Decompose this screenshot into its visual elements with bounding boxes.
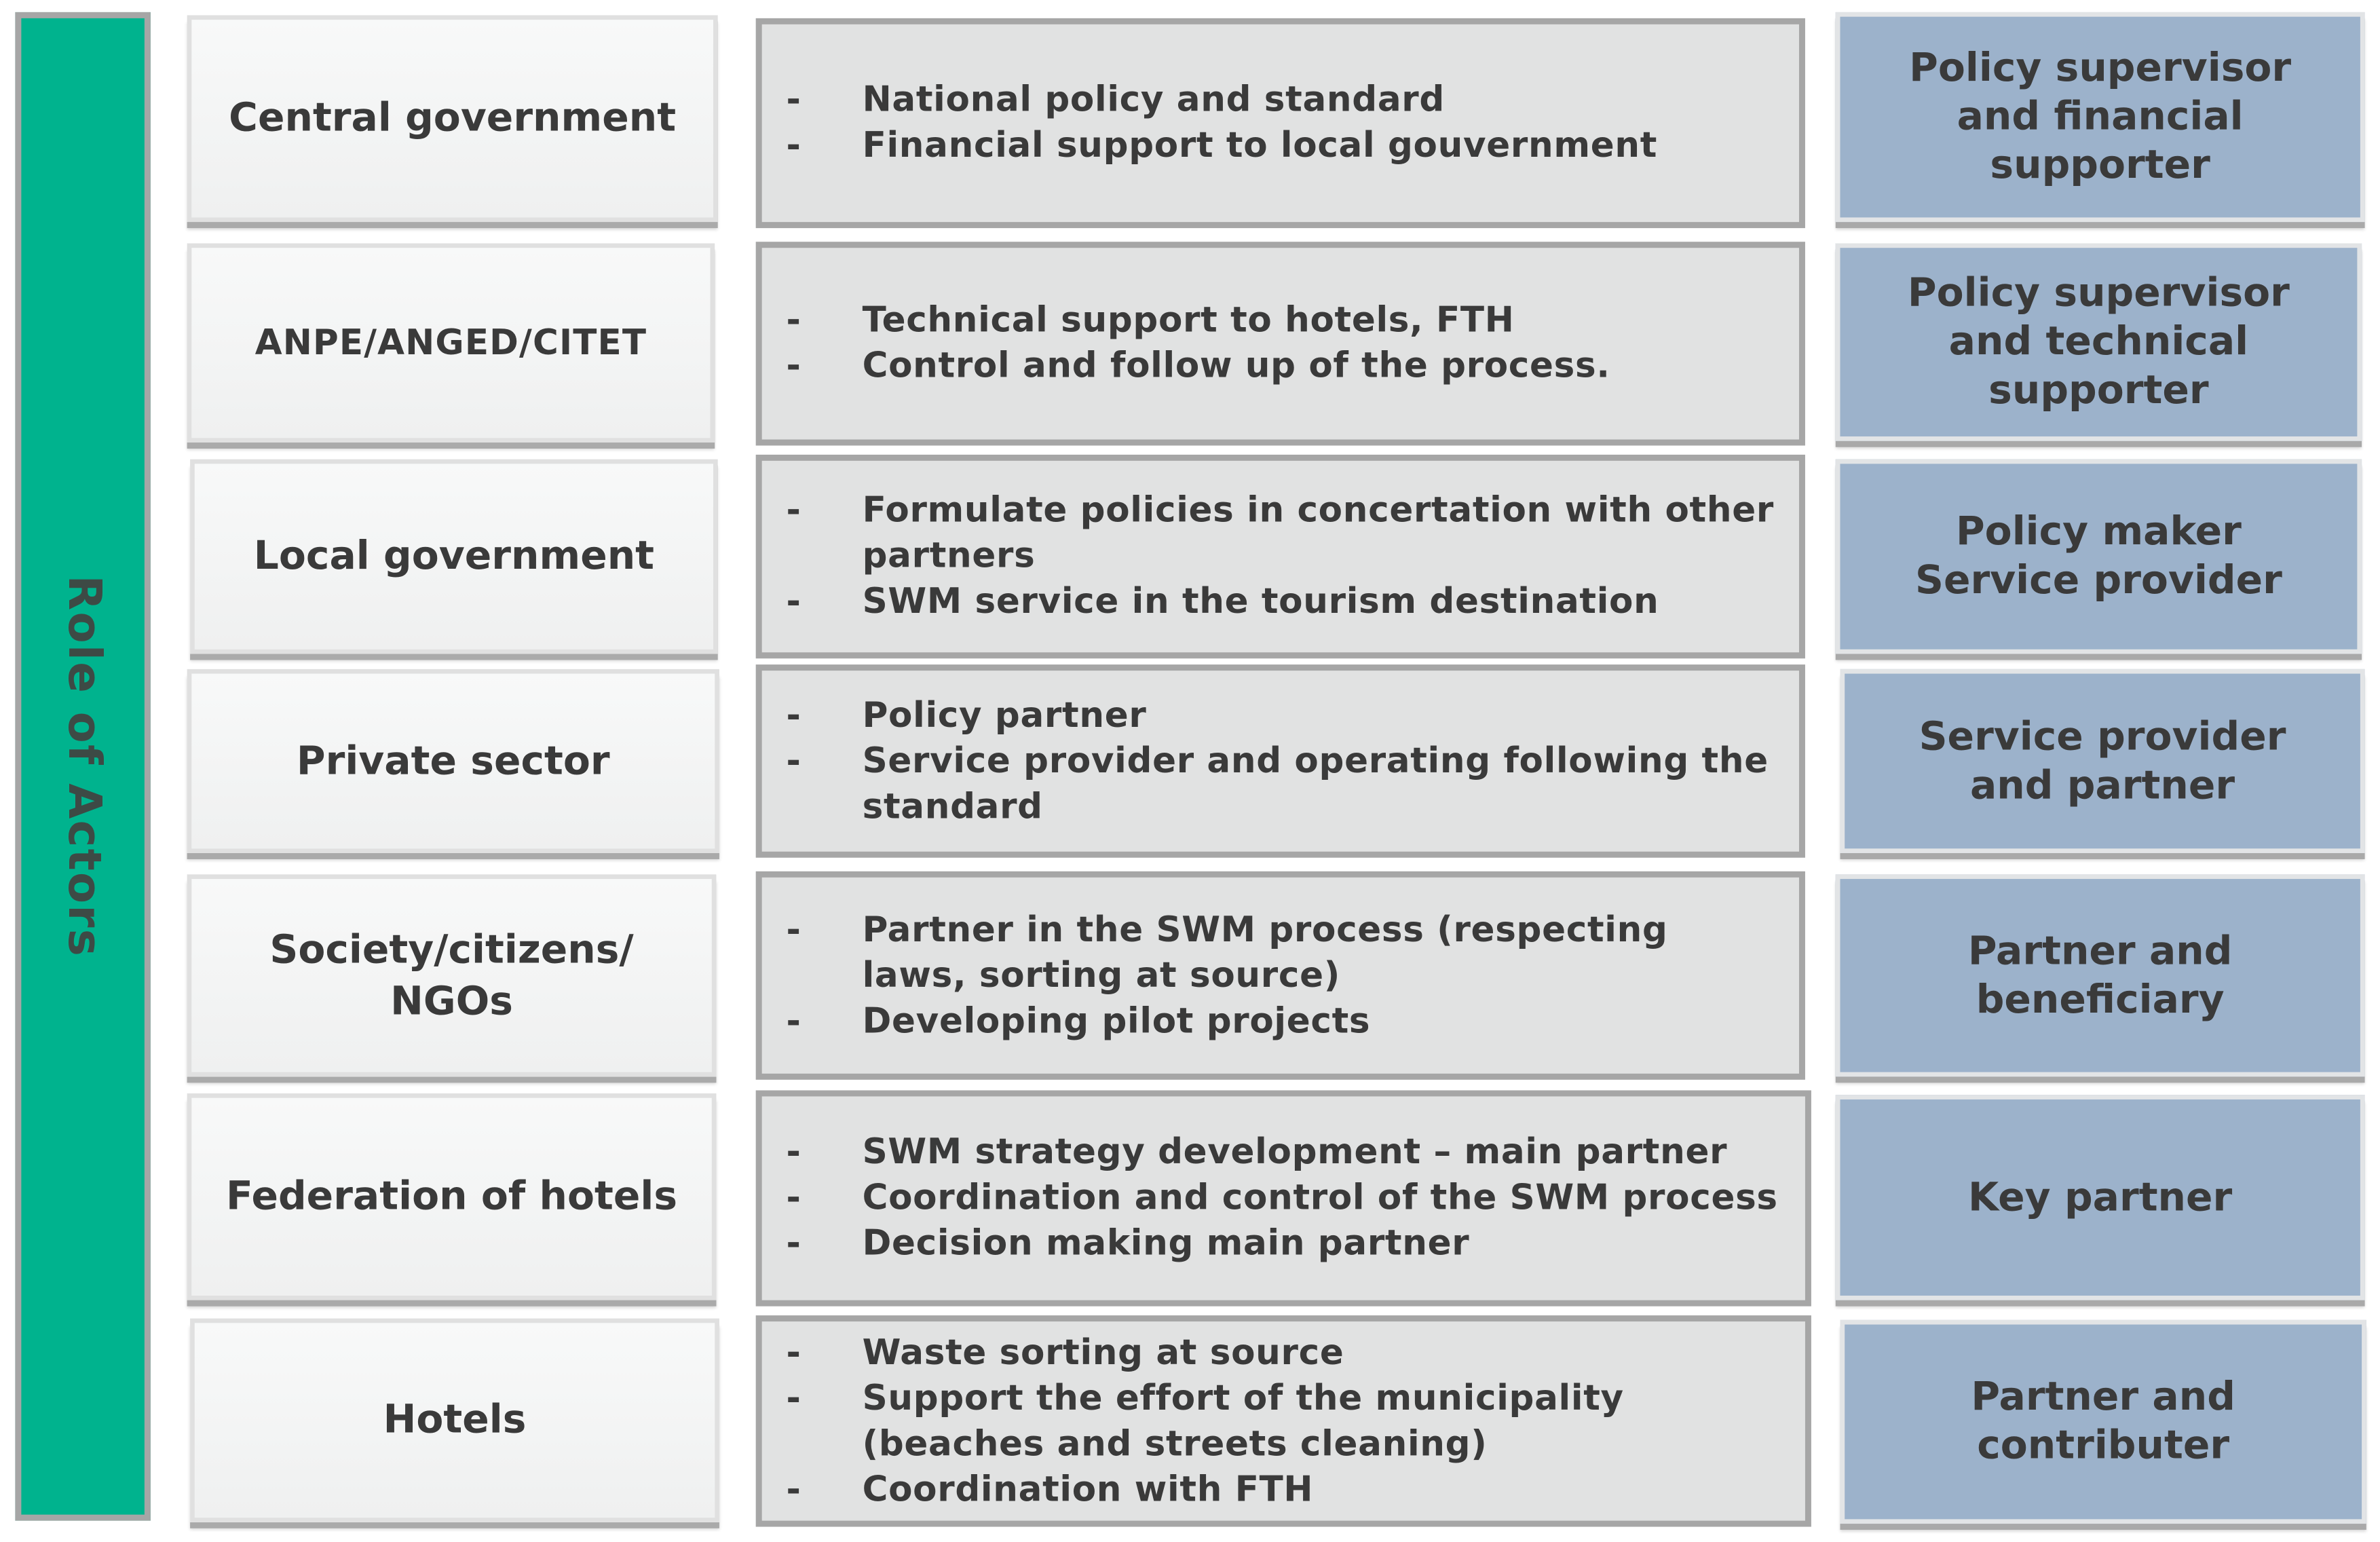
dash-bullet-icon: - [786, 80, 801, 121]
dash-bullet-icon: - [786, 1224, 801, 1264]
responsibilities-list [783, 488, 1784, 625]
responsibility-item: - Waste sorting at source [783, 1330, 1790, 1375]
responsibilities-list [783, 1130, 1790, 1267]
dash-bullet-icon: - [786, 1378, 801, 1418]
responsibility-item: - SWM service in the tourism destination [783, 580, 1784, 625]
responsibility-item: - Support the effort of the municipality (beaches and streets cleaning) [783, 1376, 1790, 1467]
responsibility-item: - National policy and standard [783, 77, 1784, 123]
dash-bullet-icon: - [786, 491, 801, 531]
role-box-central-government [1836, 12, 2365, 222]
responsibilities-box-hotels [756, 1315, 1811, 1526]
role-box-private-sector [1840, 669, 2364, 853]
role-label: Partner and contributer [1971, 1374, 2235, 1469]
dash-bullet-icon: - [786, 346, 801, 387]
role-box-federation-of-hotels [1836, 1095, 2365, 1300]
dash-bullet-icon: - [786, 696, 801, 736]
responsibility-item: - Partner in the SWM process (respecting laws, sorting at source) [783, 907, 1784, 998]
role-label: Policy supervisor and technical supporter [1907, 270, 2290, 414]
actor-box-local-government [190, 459, 718, 654]
responsibilities-box-society-citizens-ngos [756, 871, 1805, 1080]
responsibility-item: - Service provider and operating following the standard [783, 738, 1784, 829]
responsibilities-box-federation-of-hotels [756, 1091, 1811, 1306]
responsibilities-list [783, 77, 1784, 168]
responsibility-item: - Coordination and control of the SWM process [783, 1176, 1790, 1221]
actor-box-society-citizens-ngos [187, 874, 717, 1076]
dash-bullet-icon: - [786, 741, 801, 781]
role-label: Service provider and partner [1919, 713, 2286, 808]
dash-bullet-icon: - [786, 1332, 801, 1373]
role-box-anpe-anged-citet [1836, 243, 2362, 440]
role-label: Policy supervisor and financial supporter [1909, 45, 2292, 189]
role-label: Key partner [1968, 1174, 2233, 1221]
dash-bullet-icon: - [786, 301, 801, 341]
responsibility-item: - Financial support to local gouvernment [783, 123, 1784, 168]
side-label: Role of Actors [56, 575, 110, 958]
responsibility-item: - Decision making main partner [783, 1221, 1790, 1266]
actor-label: Federation of hotels [226, 1173, 678, 1220]
dash-bullet-icon: - [786, 909, 801, 950]
dash-bullet-icon: - [786, 1469, 801, 1509]
dash-bullet-icon: - [786, 582, 801, 622]
role-box-society-citizens-ngos [1836, 874, 2365, 1076]
actor-label: Central government [229, 96, 677, 142]
responsibility-item: - Control and follow up of the process. [783, 343, 1784, 389]
role-label: Policy maker Service provider [1914, 509, 2282, 604]
dash-bullet-icon: - [786, 1178, 801, 1218]
dash-bullet-icon: - [786, 126, 801, 166]
responsibility-item: - Technical support to hotels, FTH [783, 298, 1784, 343]
actor-label: Hotels [383, 1397, 527, 1444]
responsibility-item: - Coordination with FTH [783, 1467, 1790, 1512]
responsibilities-box-central-government [756, 18, 1805, 228]
actor-label: ANPE/ANGED/CITET [254, 323, 647, 363]
role-box-hotels [1840, 1320, 2366, 1524]
responsibilities-box-local-government [756, 455, 1805, 658]
responsibilities-box-private-sector [756, 664, 1805, 858]
actor-box-anpe-anged-citet [187, 243, 715, 443]
actor-box-federation-of-hotels [187, 1093, 717, 1300]
dash-bullet-icon: - [786, 1001, 801, 1041]
responsibilities-box-anpe-anged-citet [756, 242, 1805, 445]
responsibilities-list [783, 693, 1784, 830]
dash-bullet-icon: - [786, 1133, 801, 1173]
responsibilities-list [783, 298, 1784, 389]
role-label: Partner and beneficiary [1967, 928, 2233, 1023]
actor-box-hotels [190, 1319, 719, 1522]
responsibilities-list [783, 1330, 1790, 1512]
actor-box-central-government [187, 15, 718, 222]
actor-label: Private sector [296, 738, 610, 785]
responsibility-item: - Developing pilot projects [783, 998, 1784, 1044]
role-box-local-government [1836, 459, 2362, 654]
responsibility-item: - Formulate policies in concertation with other partners [783, 488, 1784, 579]
responsibility-item: - SWM strategy development – main partner [783, 1130, 1790, 1176]
actor-label: Local government [253, 533, 655, 580]
actor-label: Society/citizens/ NGOs [269, 926, 634, 1025]
responsibilities-list [783, 907, 1784, 1045]
responsibility-item: - Policy partner [783, 693, 1784, 738]
actor-box-private-sector [187, 669, 719, 853]
side-label-bar [15, 12, 150, 1521]
